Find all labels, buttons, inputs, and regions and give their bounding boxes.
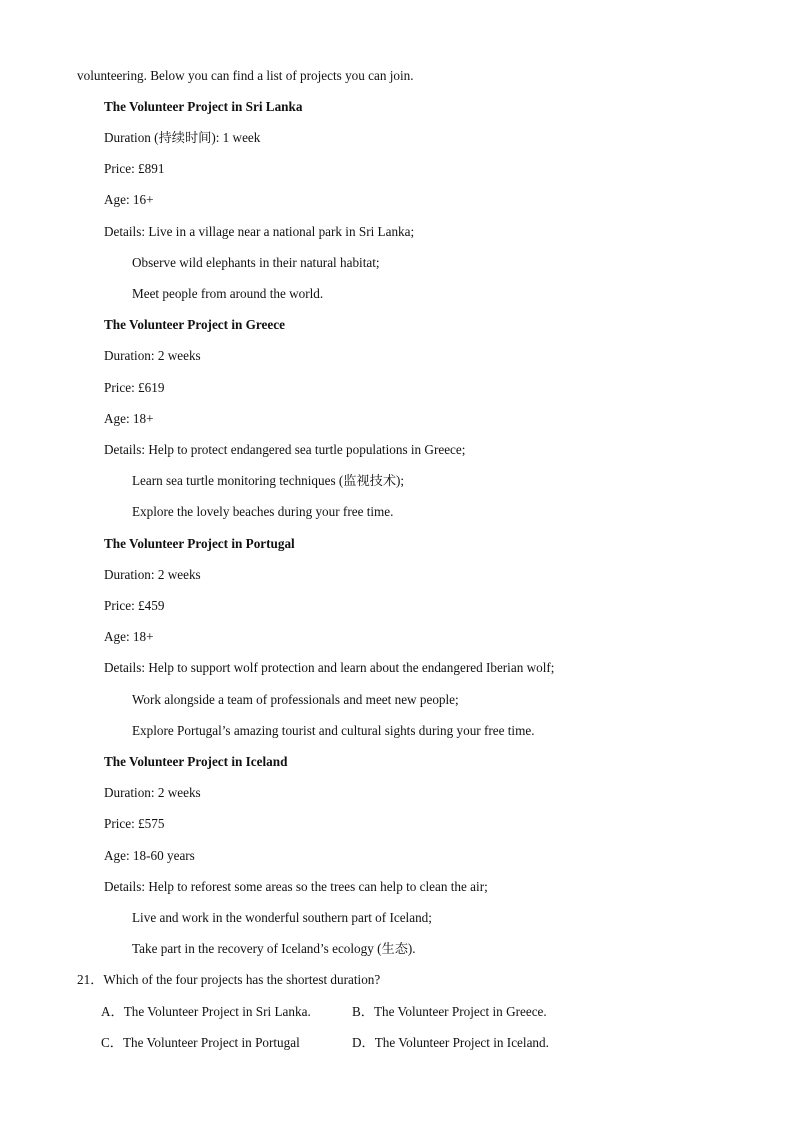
project-details: Details: Help to support wolf protection and learn about the endangered Iberian wolf; <box>104 660 555 675</box>
project-title: The Volunteer Project in Greece <box>104 317 285 332</box>
intro-text: volunteering. Below you can find a list of projects you can join. <box>77 68 414 83</box>
question-number: 21． <box>77 972 104 987</box>
project-age: Age: 18+ <box>104 629 154 644</box>
project-duration: Duration: 2 weeks <box>104 567 201 582</box>
project-duration: Duration: 2 weeks <box>104 348 201 363</box>
option-c[interactable]: C．The Volunteer Project in Portugal <box>101 1035 300 1050</box>
project-price: Price: £459 <box>104 598 165 613</box>
option-d[interactable]: D．The Volunteer Project in Iceland. <box>352 1035 549 1050</box>
project-detail-item: Explore Portugal’s amazing tourist and cultural sights during your free time. <box>132 723 535 738</box>
project-title: The Volunteer Project in Iceland <box>104 754 288 769</box>
project-age: Age: 18+ <box>104 411 154 426</box>
project-age: Age: 16+ <box>104 192 154 207</box>
project-details: Details: Help to reforest some areas so the trees can help to clean the air; <box>104 879 488 894</box>
project-detail-item: Live and work in the wonderful southern part of Iceland; <box>132 910 432 925</box>
project-detail-item: Work alongside a team of professionals and meet new people; <box>132 692 459 707</box>
project-price: Price: £619 <box>104 380 165 395</box>
project-price: Price: £575 <box>104 816 165 831</box>
project-title: The Volunteer Project in Sri Lanka <box>104 99 303 114</box>
option-a[interactable]: A．The Volunteer Project in Sri Lanka. <box>101 1004 311 1019</box>
project-title: The Volunteer Project in Portugal <box>104 536 295 551</box>
project-price: Price: £891 <box>104 161 165 176</box>
project-duration: Duration: 2 weeks <box>104 785 201 800</box>
project-duration: Duration (持续时间): 1 week <box>104 130 261 145</box>
project-detail-item: Take part in the recovery of Iceland’s ecology (生态). <box>132 941 416 956</box>
project-detail-item: Observe wild elephants in their natural habitat; <box>132 255 380 270</box>
option-b[interactable]: B．The Volunteer Project in Greece. <box>352 1004 547 1019</box>
question-text: Which of the four projects has the shortest duration? <box>103 972 381 987</box>
project-details: Details: Help to protect endangered sea turtle populations in Greece; <box>104 442 466 457</box>
project-age: Age: 18-60 years <box>104 848 195 863</box>
project-details: Details: Live in a village near a national park in Sri Lanka; <box>104 224 415 239</box>
project-detail-item: Learn sea turtle monitoring techniques (监视技术); <box>132 473 405 488</box>
project-detail-item: Meet people from around the world. <box>132 286 324 301</box>
project-detail-item: Explore the lovely beaches during your free time. <box>132 504 394 519</box>
